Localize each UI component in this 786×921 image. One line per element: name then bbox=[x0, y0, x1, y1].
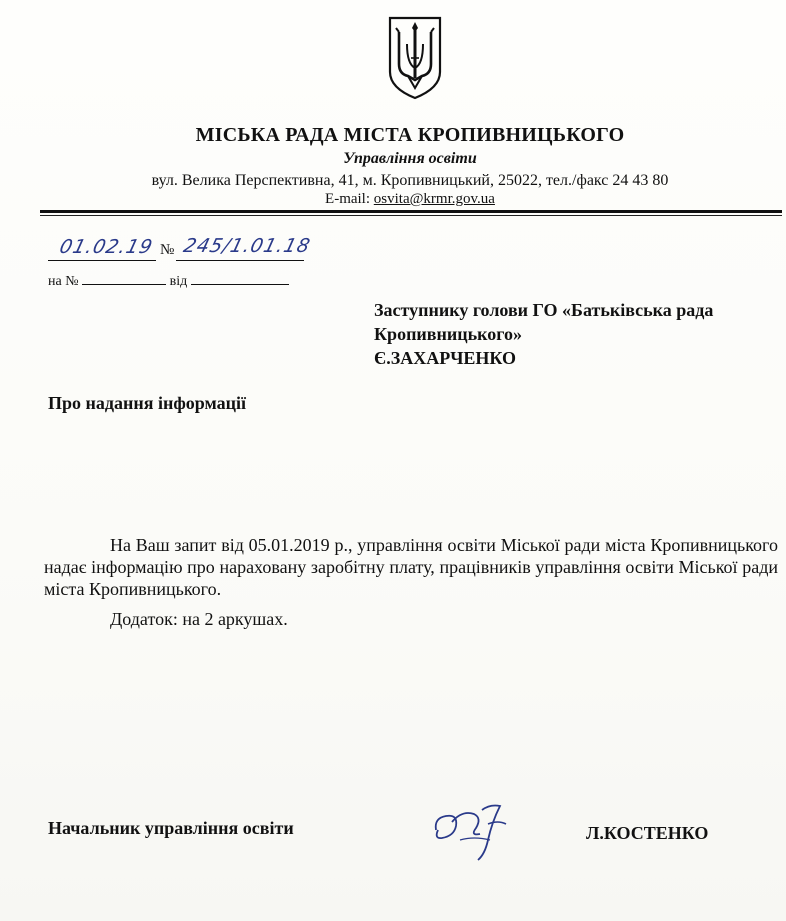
letter-body: На Ваш запит від 05.01.2019 р., управління освіти Міської ради міста Кропивницького надає інформацію про нараховану заробітну плату, працівників управління освіти Міської ради міста Кропивницького. bbox=[44, 535, 778, 599]
addressee-line: Заступнику голови ГО «Батьківська рада bbox=[374, 300, 714, 320]
organization-contact bbox=[0, 191, 786, 208]
reference-number-label: на № bbox=[48, 274, 79, 289]
email-label: E-mail: bbox=[325, 191, 374, 207]
handwritten-signature-icon bbox=[430, 800, 522, 864]
addressee-name: Є.ЗАХАРЧЕНКО bbox=[374, 348, 517, 368]
letter-subject: Про надання інформації bbox=[48, 393, 247, 413]
reference-date-blank bbox=[191, 272, 289, 285]
addressee-block bbox=[374, 298, 784, 370]
department-name: Управління освіти bbox=[343, 150, 477, 167]
registration-row bbox=[48, 235, 348, 264]
header-divider-thin bbox=[40, 215, 782, 216]
trident-coat-of-arms-icon bbox=[386, 14, 444, 100]
header-divider-thick bbox=[40, 210, 782, 213]
addressee-line: Кропивницького» bbox=[374, 324, 523, 344]
organization-title: МІСЬКА РАДА МІСТА КРОПИВНИЦЬКОГО bbox=[195, 124, 625, 146]
registration-date-line bbox=[48, 260, 156, 261]
registration-number: 245/1.01.18 bbox=[181, 235, 313, 257]
organization-address: вул. Велика Перспективна, 41, м. Кропивницький, 25022, тел./факс 24 43 80 bbox=[151, 172, 669, 189]
reference-date-label: від bbox=[169, 274, 188, 289]
registration-number-label: № bbox=[160, 242, 175, 258]
signatory-name: Л.КОСТЕНКО bbox=[586, 823, 709, 843]
attachment-note: Додаток: на 2 аркушах. bbox=[110, 609, 288, 629]
signatory-position: Начальник управління освіти bbox=[48, 818, 294, 838]
registration-date: 01.02.19 bbox=[57, 236, 156, 258]
reference-row bbox=[48, 272, 289, 290]
registration-number-line bbox=[176, 260, 304, 261]
reference-number-blank bbox=[82, 272, 166, 285]
email-link[interactable]: osvita@krmr.gov.ua bbox=[373, 191, 495, 207]
